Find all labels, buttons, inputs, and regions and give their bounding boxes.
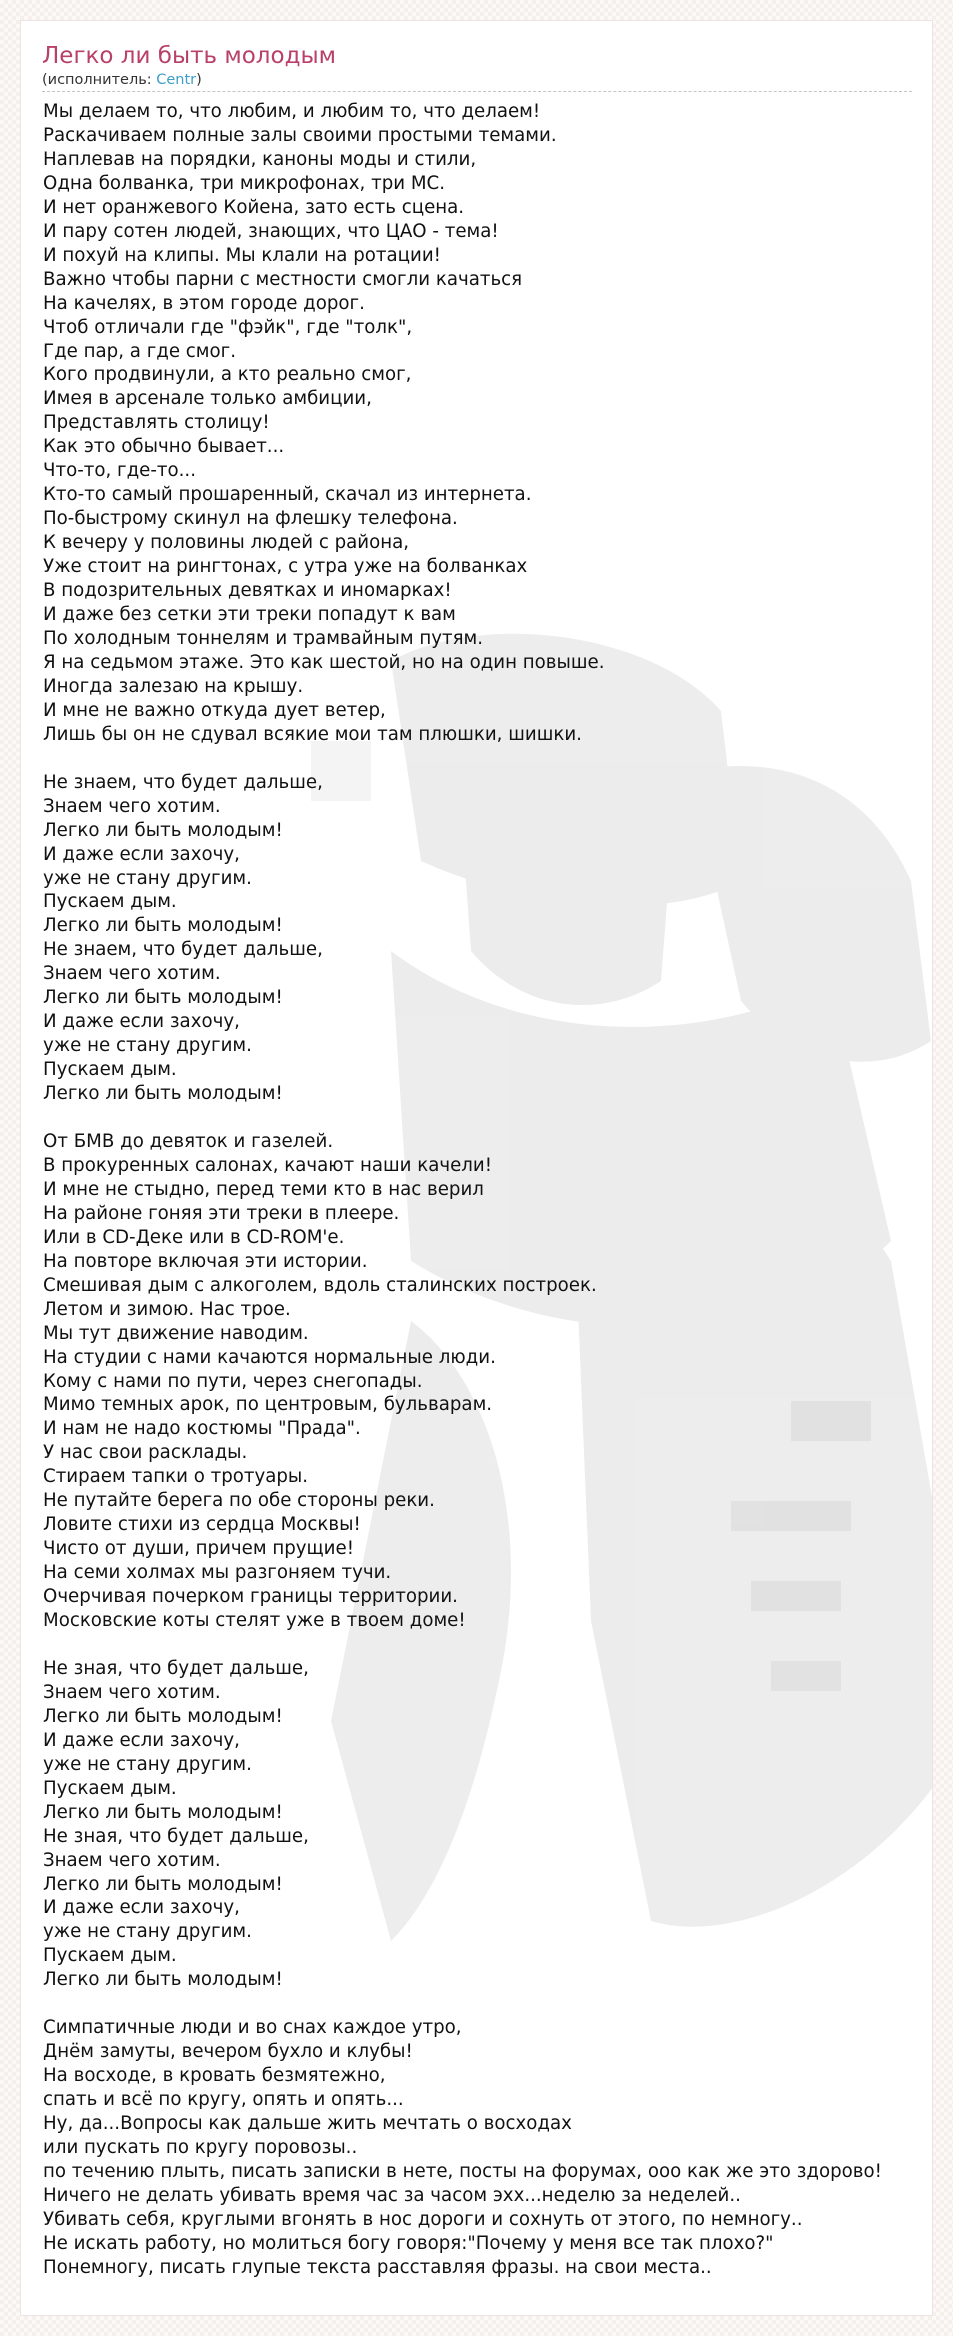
lyric-line: уже не стану другим. [43,867,252,889]
lyric-line: или пускать по кругу поровозы.. [43,2137,358,2159]
lyric-line: Уже стоит на рингтонах, с утра уже на болванках [43,556,528,578]
lyric-line: Стираем тапки о тротуары. [43,1466,309,1488]
lyric-line: уже не стану другим. [43,1921,252,1943]
lyric-line: И даже если захочу, [43,1011,240,1033]
lyric-line: Очерчивая почерком границы территории. [43,1586,458,1608]
lyric-line: Не искать работу, но молиться богу говоря:"Почему у меня все так плохо?" [43,2232,774,2254]
stanza-break [43,1633,933,1657]
lyric-line: Не путайте берега по обе стороны реки. [43,1490,435,1512]
lyric-line: Убивать себя, круглыми вгонять в нос дороги и сохнуть от этого, по немногу.. [43,2208,803,2230]
lyric-line: В прокуренных салонах, качают наши качели! [43,1154,493,1176]
lyric-line: Наплевав на порядки, каноны моды и стили, [43,148,477,170]
lyric-line: Раскачиваем полные залы своими простыми темами. [43,124,557,146]
lyric-line: Легко ли быть молодым! [43,1873,283,1895]
stanza-break [43,1992,933,2016]
lyric-line: И даже если захочу, [43,1897,240,1919]
lyric-line: Кого продвинули, а кто реально смог, [43,364,412,386]
lyric-line: Имея в арсенале только амбиции, [43,388,372,410]
song-header [42,41,912,92]
lyric-line: Днём замуты, вечером бухло и клубы! [43,2041,413,2063]
lyric-line: Легко ли быть молодым! [43,987,283,1009]
lyric-line: И мне не важно откуда дует ветер, [43,699,386,721]
lyric-line: Понемногу, писать глупые текста расставляя фразы. на свои места.. [43,2256,712,2278]
lyric-line: Кто-то самый прошаренный, скачал из интернета. [43,484,532,506]
lyric-line: Не зная, что будет дальше, [43,1657,309,1679]
lyric-line: Представлять столицу! [43,412,270,434]
lyric-line: По холодным тоннелям и трамвайным путям. [43,627,484,649]
lyric-line: уже не стану другим. [43,1753,252,1775]
lyric-line: Ничего не делать убивать время час за часом эхх...неделю за неделей.. [43,2184,741,2206]
lyric-line: спать и всё по кругу, опять и опять... [43,2089,404,2111]
lyric-line: Одна болванка, три микрофонах, три МС. [43,172,446,194]
lyric-line: Легко ли быть молодым! [43,1083,283,1105]
artist-suffix: ) [196,72,202,88]
lyric-line: Знаем чего хотим. [43,1681,221,1703]
lyric-line: Чтоб отличали где "фэйк", где "толк", [43,316,413,338]
lyric-line: Я на седьмом этаже. Это как шестой, но на один повыше. [43,651,605,673]
lyric-line: Пускаем дым. [43,1777,177,1799]
lyric-line: Симпатичные люди и во снах каждое утро, [43,2017,462,2039]
lyric-line: Смешивая дым с алкоголем, вдоль сталинских построек. [43,1274,597,1296]
lyric-line: Лишь бы он не сдувал всякие мои там плюшки, шишки. [43,723,582,745]
lyric-line: уже не стану другим. [43,1035,252,1057]
lyric-line: Ну, да...Вопросы как дальше жить мечтать о восходах [43,2113,572,2135]
lyric-line: Знаем чего хотим. [43,1849,221,1871]
artist-line [42,71,912,89]
lyric-line: Легко ли быть молодым! [43,915,283,937]
lyric-line: На семи холмах мы разгоняем тучи. [43,1562,392,1584]
lyric-line: Что-то, где-то... [43,460,196,482]
lyric-line: Мы тут движение наводим. [43,1322,309,1344]
lyric-line: И даже если захочу, [43,843,240,865]
lyric-line: Или в CD-Деке или в CD-ROM'е. [43,1226,345,1248]
lyric-line: Летом и зимою. Нас трое. [43,1298,291,1320]
lyric-line: Пускаем дым. [43,1059,177,1081]
lyric-line: Не знаем, что будет дальше, [43,939,323,961]
lyric-line: Как это обычно бывает... [43,436,285,458]
lyric-line: по течению плыть, писать записки в нете, посты на форумах, ооо как же это здорово! [43,2160,882,2182]
lyrics-card [20,20,933,2316]
lyric-line: Пускаем дым. [43,891,177,913]
lyric-line: Легко ли быть молодым! [43,819,283,841]
lyric-line: Важно чтобы парни с местности смогли качаться [43,268,523,290]
lyric-line: От БМВ до девяток и газелей. [43,1130,334,1152]
lyric-line: Московские коты стелят уже в твоем доме! [43,1610,466,1632]
lyrics-text [43,100,933,2280]
lyric-line: Знаем чего хотим. [43,963,221,985]
lyric-line: В подозрительных девятках и иномарках! [43,580,452,602]
lyric-line: На качелях, в этом городе дорог. [43,292,365,314]
lyric-line: У нас свои расклады. [43,1442,248,1464]
lyric-line: Чисто от души, причем прущие! [43,1538,354,1560]
lyric-line: На студии с нами качаются нормальные люди. [43,1346,496,1368]
stanza-break [43,1106,933,1130]
lyric-line: Пускаем дым. [43,1945,177,1967]
lyric-line: К вечеру у половины людей с района, [43,532,410,554]
lyric-line: И нам не надо костюмы "Прада". [43,1418,361,1440]
lyric-line: Где пар, а где смог. [43,340,236,362]
stanza-break [43,747,933,771]
song-title: Легко ли быть молодым [42,43,336,69]
artist-link[interactable]: Centr [156,72,197,88]
lyric-line: Легко ли быть молодым! [43,1969,283,1991]
lyric-line: Ловите стихи из сердца Москвы! [43,1514,361,1536]
artist-prefix: (исполнитель: [42,72,157,88]
lyric-line: Мы делаем то, что любим, и любим то, что делаем! [43,101,541,122]
lyric-line: И даже если захочу, [43,1729,240,1751]
lyric-line: По-быстрому скинул на флешку телефона. [43,508,458,530]
lyric-line: Не знаем, что будет дальше, [43,771,323,793]
lyric-line: Легко ли быть молодым! [43,1801,283,1823]
lyric-line: И пару сотен людей, знающих, что ЦАО - тема! [43,220,499,242]
lyric-line: И нет оранжевого Койена, зато есть сцена. [43,196,465,218]
lyric-line: Не зная, что будет дальше, [43,1825,309,1847]
lyric-line: Кому с нами по пути, через снегопады. [43,1370,423,1392]
lyric-line: И похуй на клипы. Мы клали на ротации! [43,244,441,266]
lyric-line: Мимо темных арок, по центровым, бульварам. [43,1394,493,1416]
lyric-line: Знаем чего хотим. [43,795,221,817]
lyric-line: На восходе, в кровать безмятежно, [43,2065,386,2087]
lyric-line: Иногда залезаю на крышу. [43,675,304,697]
lyric-line: На районе гоняя эти треки в плеере. [43,1202,400,1224]
lyric-line: Легко ли быть молодым! [43,1705,283,1727]
lyric-line: И мне не стыдно, перед теми кто в нас верил [43,1178,484,1200]
lyric-line: На повторе включая эти истории. [43,1250,368,1272]
lyric-line: И даже без сетки эти треки попадут к вам [43,604,456,626]
